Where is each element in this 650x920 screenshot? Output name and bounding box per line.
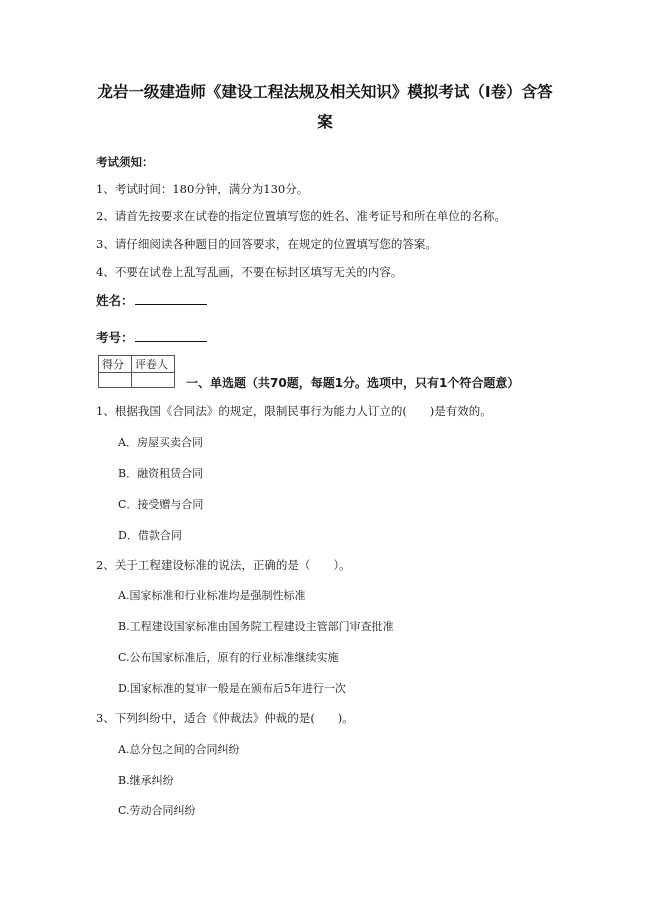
question-2-option-b: B.工程建设国家标准由国务院工程建设主管部门审查批准 bbox=[118, 620, 394, 633]
score-table bbox=[98, 355, 175, 388]
question-2-option-d: D.国家标准的复审一般是在颁布后5年进行一次 bbox=[118, 682, 346, 695]
id-label: 考号： bbox=[96, 330, 134, 345]
section-title: 一、单选题（共70题，每题1分。选项中，只有1个符合题意） bbox=[186, 376, 520, 390]
question-3-option-c: C.劳动合同纠纷 bbox=[118, 804, 196, 817]
name-field[interactable] bbox=[96, 291, 207, 309]
score-header: 得分 bbox=[99, 356, 132, 373]
question-2-stem: 2、关于工程建设标准的说法，正确的是（ ）。 bbox=[96, 558, 351, 572]
id-blank[interactable] bbox=[135, 329, 207, 342]
score-cell[interactable] bbox=[99, 373, 132, 388]
question-1-option-d: D．借款合同 bbox=[118, 529, 182, 542]
notice-item-3: 3、请仔细阅读各种题目的回答要求，在规定的位置填写您的答案。 bbox=[96, 237, 437, 251]
exam-title-line-2: 案 bbox=[317, 113, 333, 131]
question-1-option-c: C．接受赠与合同 bbox=[118, 498, 204, 511]
notice-item-2: 2、请首先按要求在试卷的指定位置填写您的姓名、准考证号和所在单位的名称。 bbox=[96, 209, 506, 223]
notice-item-1: 1、考试时间：180分钟，满分为130分。 bbox=[96, 182, 309, 196]
question-2-option-a: A.国家标准和行业标准均是强制性标准 bbox=[118, 589, 306, 602]
notice-heading: 考试须知： bbox=[96, 155, 154, 169]
id-field[interactable] bbox=[96, 328, 207, 346]
name-label: 姓名： bbox=[96, 293, 134, 308]
question-2-option-c: C.公布国家标准后，原有的行业标准继续实施 bbox=[118, 651, 339, 664]
exam-title-line-1: 龙岩一级建造师《建设工程法规及相关知识》模拟考试（I卷）含答 bbox=[97, 83, 553, 101]
question-1-option-b: B．融资租赁合同 bbox=[118, 467, 204, 480]
question-3-stem: 3、下列纠纷中，适合《仲裁法》仲裁的是( )。 bbox=[96, 711, 354, 725]
question-3-option-b: B.继承纠纷 bbox=[118, 774, 174, 787]
question-1-stem: 1、根据我国《合同法》的规定，限制民事行为能力人订立的( )是有效的。 bbox=[96, 404, 492, 418]
notice-item-4: 4、不要在试卷上乱写乱画，不要在标封区填写无关的内容。 bbox=[96, 265, 403, 279]
grader-header: 评卷人 bbox=[132, 356, 175, 373]
question-3-option-a: A.总分包之间的合同纠纷 bbox=[118, 743, 240, 756]
grader-cell[interactable] bbox=[132, 373, 175, 388]
question-1-option-a: A．房屋买卖合同 bbox=[118, 436, 203, 449]
name-blank[interactable] bbox=[135, 292, 207, 305]
